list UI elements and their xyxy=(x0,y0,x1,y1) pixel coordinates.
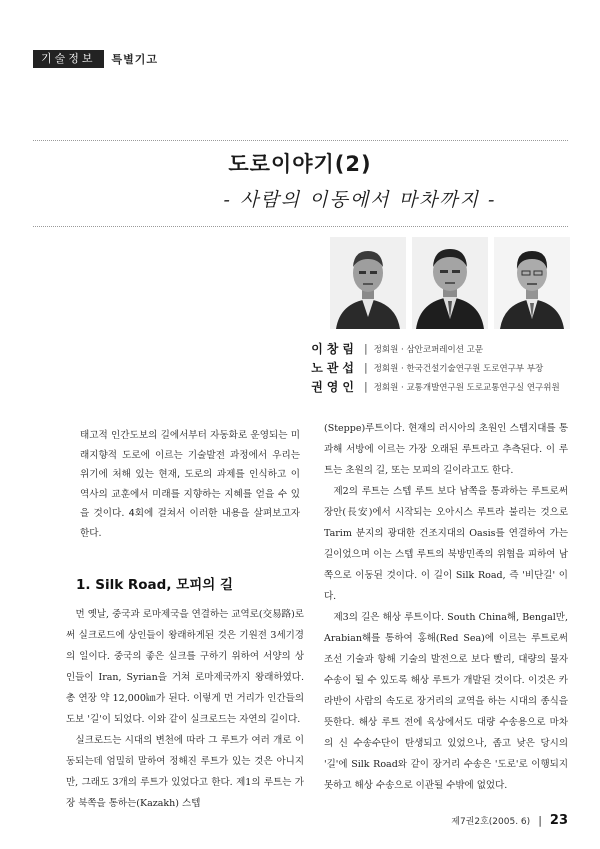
body-paragraph: 제3의 길은 해상 루트이다. South China해, Bengal만, Arabian해를 통하여 홍해(Red Sea)에 이르는 루트로써 조선 기술과 항해 기술의 발전으로 보다 빨리, 대량의 물자 수송이 될 수 있도록 해상 루트가 개발된 것이다. 이것은 카라반이 사람의 속도로 장거리의 교역을 하는 시대의 종식을 뜻한다. 해상 루트 전에 육상에서도 대량 수송용으로 마차의 신 수송수단이 탄생되고 있었으나, 좁고 낮은 당시의 '길'에 Silk Road와 같이 장거리 수송은 '도로'로 이행되지 못하고 해상 수송으로 이관될 수밖에 없었다. xyxy=(324,612,568,791)
author-name: 이창림 xyxy=(311,342,358,356)
author-separator: | xyxy=(364,380,368,393)
page-footer xyxy=(451,813,568,828)
author-name: 권영인 xyxy=(311,380,358,394)
author-affiliation: 정회원 · 한국건설기술연구원 도로연구부 부장 xyxy=(373,363,544,374)
abstract: 태고적 인간도보의 길에서부터 자동화로 운영되는 미래지향적 도로에 이르는 기술발전 과정에서 우리는 위기에 처해 있는 현재, 도로의 과제를 인식하고 이 역사의 교훈에서 미래를 지향하는 지혜를 얻을 수 있을 것이다. 4회에 걸쳐서 이러한 내용을 살펴보고자 한다. xyxy=(80,430,300,539)
author-separator: | xyxy=(364,342,368,355)
section-badge: 기술정보 xyxy=(33,50,104,68)
author-affiliation: 정회원 · 삼안코퍼레이션 고문 xyxy=(373,344,484,355)
author-row xyxy=(300,339,568,358)
title-divider xyxy=(33,226,568,227)
author-list xyxy=(300,339,568,396)
body-paragraph: 실크로드는 시대의 변천에 따라 그 루트가 여러 개로 이동되는데 엄밀히 말하여 정해진 루트가 있는 것은 아니지만, 그래도 3개의 루트가 있었다고 한다. 제1의 루트는 가장 북쪽을 통하는(Kazakh) 스텝 xyxy=(66,735,304,809)
author-photo-2 xyxy=(412,237,488,329)
section-heading: 1. Silk Road, 모피의 길 xyxy=(76,577,234,593)
author-row xyxy=(300,377,568,396)
author-photo-1 xyxy=(330,237,406,329)
body-paragraph: 먼 옛날, 중국과 로마제국을 연결하는 교역로(交易路)로써 실크로드에 상인들이 왕래하게된 것은 기원전 3세기경의 일이다. 중국의 좋은 실크를 구하기 위하여 서양의 상인들이 Iran, Syrian을 거쳐 로마제국까지 왕래하였다. 총 연장 약 12,000㎞가 된다. 이렇게 먼 거리가 인간들의 도보 '길'이 되었다. 이와 같이 실크로드는 자연의 길이다. xyxy=(66,609,304,725)
body-paragraph: 제2의 루트는 스텝 루트 보다 남쪽을 통과하는 루트로써 장안(長安)에서 시작되는 오아시스 루트라 불리는 것으로 Tarim 분지의 광대한 건조지대의 Oasis를 연결하여 가는 길이었으며 이는 스텝 루트의 북방민족의 위협을 피하여 남쪽으로 이동된 것이다. 이 길이 Silk Road, 즉 '비단길' 이다. xyxy=(324,486,568,602)
article-title: 도로이야기(2) xyxy=(228,152,372,176)
article-subtitle: - 사람의 이동에서 마차까지 - xyxy=(223,189,497,211)
body-column-right xyxy=(324,418,568,796)
author-row xyxy=(300,358,568,377)
section-subtitle: 특별기고 xyxy=(111,53,159,66)
section-header xyxy=(33,50,158,68)
author-name: 노관섭 xyxy=(311,361,358,375)
page-number: 23 xyxy=(549,813,568,828)
author-separator: | xyxy=(364,361,368,374)
author-affiliation: 정회원 · 교통개발연구원 도로교통연구실 연구위원 xyxy=(373,382,560,393)
issue-info: 제7권2호(2005. 6) xyxy=(451,817,531,827)
top-divider xyxy=(33,140,568,141)
author-photo-3 xyxy=(494,237,570,329)
body-paragraph: (Steppe)루트이다. 현재의 러시아의 초원인 스텝지대를 통과해 서방에 이르는 가장 오래된 루트라고 추측된다. 이 루트는 초원의 길, 또는 모피의 길이라고도 한다. xyxy=(324,423,568,476)
footer-separator: | xyxy=(538,814,542,827)
body-column-left xyxy=(66,604,304,814)
